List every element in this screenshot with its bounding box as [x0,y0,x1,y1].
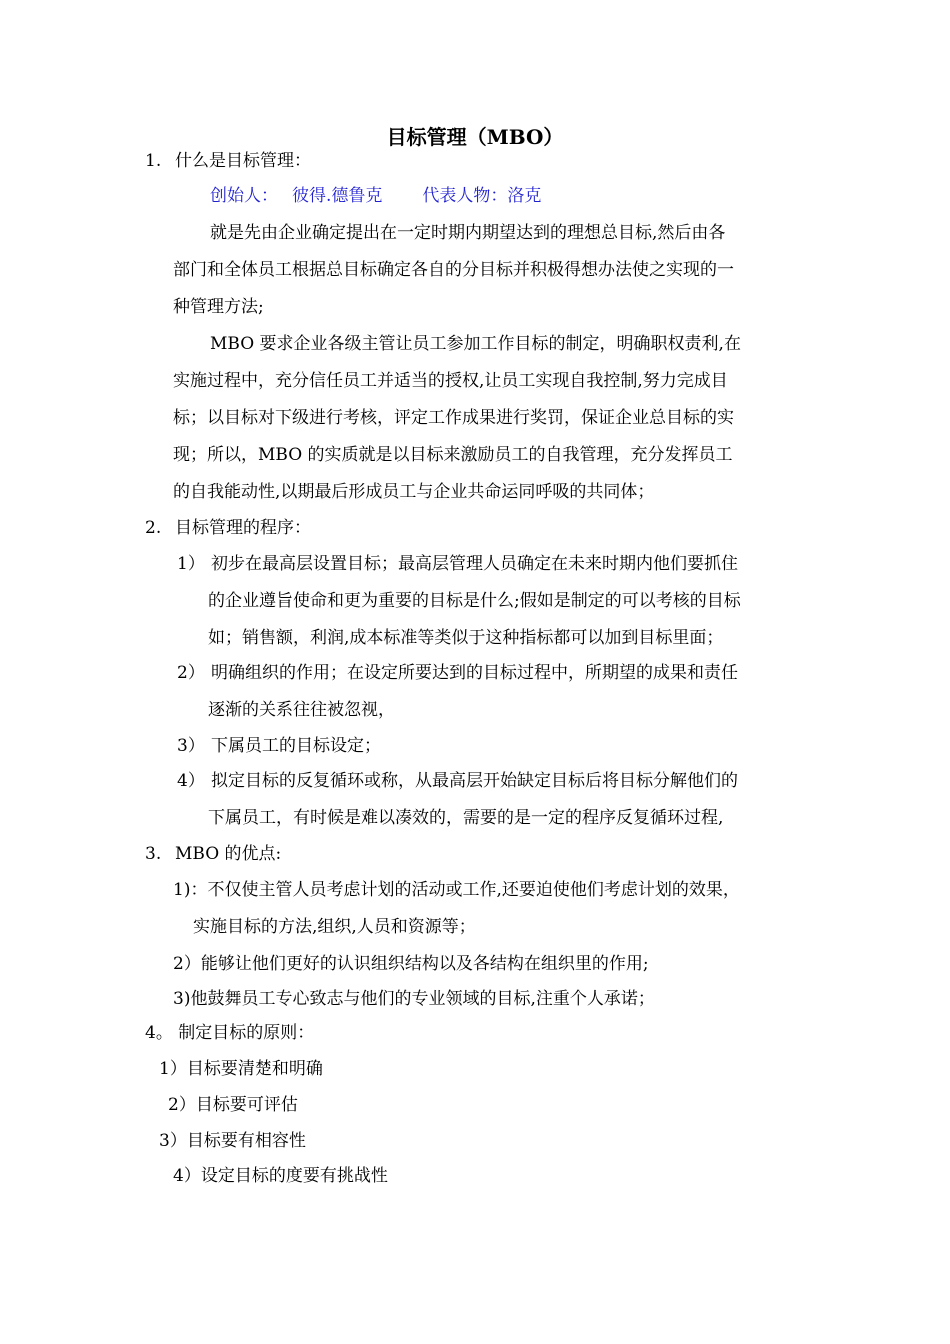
s3-line-1: 1)：不仅使主管人员考虑计划的活动或工作,还要迫使他们考虑计划的效果， [173,880,740,900]
founder-name: 彼得.德鲁克 [292,186,383,206]
s2-item-4-text: 拟定目标的反复循环或称，从最高层开始缺定目标后将目标分解他们的 [211,771,738,791]
section-4-heading: 4。 制定目标的原则： [145,1023,315,1043]
s2-item-1-line-2: 的企业遵旨使命和更为重要的目标是什么;假如是制定的可以考核的目标 [208,591,741,611]
document-title: 目标管理（MBO） [386,125,564,149]
s1-p1-line-2: 部门和全体员工根据总目标确定各自的分目标并积极得想办法使之实现的一 [173,260,734,280]
s2-item-1-line-1 [177,553,738,575]
s1-p2-line-2: 实施过程中，充分信任员工并适当的授权,让员工实现自我控制,努力完成目 [173,371,728,391]
s2-item-3-text: 下属员工的目标设定； [211,736,381,756]
s2-item-4-line-2: 下属员工，有时候是难以凑效的，需要的是一定的程序反复循环过程, [208,808,724,828]
s3-line-3: 2）能够让他们更好的认识组织结构以及各结构在组织里的作用; [173,954,649,974]
section-3-title: MBO 的优点: [175,844,282,864]
section-3-heading [145,843,281,865]
section-2-number: 2. [145,518,162,538]
section-2-title: 目标管理的程序： [175,518,311,538]
s4-item-1: 1）目标要清楚和明确 [159,1059,323,1079]
s1-p2-line-5: 的自我能动性,以期最后形成员工与企业共命运同呼吸的共同体； [173,482,655,502]
section-3-number: 3. [145,844,162,864]
representative-label: 代表人物： [422,186,508,206]
s2-item-4-number: 4） [177,771,205,791]
section-1-title: 什么是目标管理： [175,151,311,171]
s2-item-4-line-1 [177,770,738,792]
s1-p1-line-3: 种管理方法; [173,297,264,317]
s2-item-2-line-2: 逐渐的关系往往被忽视， [208,700,395,720]
s2-item-2-number: 2） [177,663,205,683]
representative-name: 洛克 [507,186,542,206]
s1-p2-line-4: 现；所以，MBO 的实质就是以目标来激励员工的自我管理，充分发挥员工 [173,445,733,465]
s1-p2-line-1: MBO 要求企业各级主管让员工参加工作目标的制定，明确职权责利,在 [210,334,741,354]
s2-item-2-line-1 [177,662,738,684]
s2-item-1-line-3: 如；销售额，利润,成本标准等类似于这种指标都可以加到目标里面； [208,628,724,648]
s4-item-3: 3）目标要有相容性 [159,1131,306,1151]
section-1-number: 1. [145,151,162,171]
s4-item-2: 2）目标要可评估 [168,1095,298,1115]
s2-item-1-number: 1） [177,554,205,574]
founder-label: 创始人： [210,186,278,206]
s2-item-2-text: 明确组织的作用；在设定所要达到的目标过程中，所期望的成果和责任 [211,663,738,683]
s1-p1-line-1: 就是先由企业确定提出在一定时期内期望达到的理想总目标,然后由各 [210,223,726,243]
s2-item-3-number: 3） [177,736,205,756]
s1-p2-line-3: 标；以目标对下级进行考核，评定工作成果进行奖罚，保证企业总目标的实 [173,408,734,428]
section-2-heading [145,517,311,539]
s2-item-1-text: 初步在最高层设置目标；最高层管理人员确定在未来时期内他们要抓住 [211,554,738,574]
founder-line [210,185,541,207]
section-1-heading [145,150,311,172]
s3-line-4: 3)他鼓舞员工专心致志与他们的专业领域的目标,注重个人承诺； [173,989,655,1009]
s2-item-3-line-1 [177,735,381,757]
s3-line-2: 实施目标的方法,组织,人员和资源等； [193,917,476,937]
s4-item-4: 4）设定目标的度要有挑战性 [173,1166,388,1186]
